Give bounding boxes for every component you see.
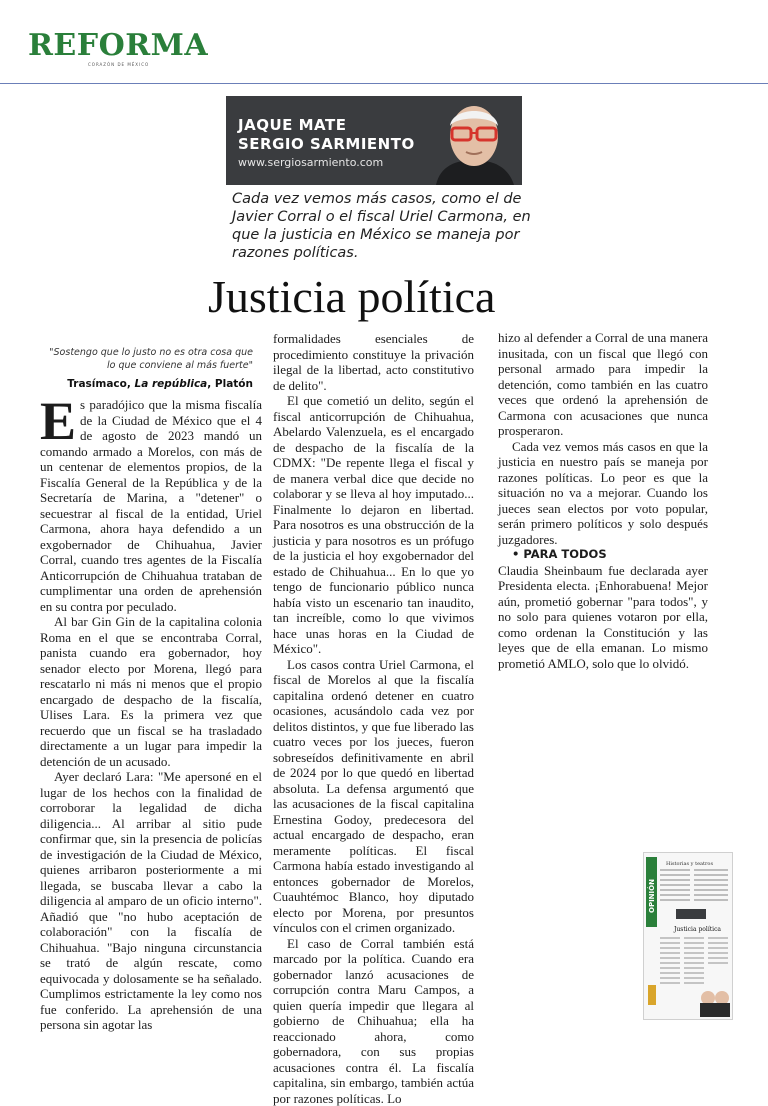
- body-column-2: [273, 331, 474, 1017]
- reforma-logo: REFORMA: [28, 28, 208, 63]
- thumbnail-graphic: [644, 853, 732, 1019]
- thumbnail-top-headline: Historias y teatros: [666, 861, 713, 867]
- article-deck: Cada vez vemos más casos, como el de Javier Corral o el fiscal Uriel Carmona, en que la justicia en México se maneja por razones políticas.: [232, 190, 532, 262]
- thumbnail-section-label: OPINIÓN: [647, 879, 656, 913]
- body-column-1: [40, 397, 262, 1007]
- column-banner: [226, 96, 522, 185]
- epigraph-attribution: [46, 378, 253, 390]
- paragraph: hizo al defender a Corral de una manera inusitada, con un fiscal que llegó con personal armado para impedir la detención, como también en las cuatro veces que ordenó la aprehensión de Carmona con acusaciones que nunca prosperaron.: [498, 330, 708, 439]
- section-subhead: • PARA TODOS: [498, 547, 708, 563]
- epigraph: "Sostengo que lo justo no es otra cosa que lo que conviene al más fuerte": [46, 346, 253, 372]
- article-headline: Justicia política: [208, 271, 495, 323]
- column-website: www.sergiosarmiento.com: [238, 156, 383, 169]
- column-author: SERGIO SARMIENTO: [238, 135, 415, 153]
- paragraph: formalidades esenciales de procedimiento constituye la privación ilegal de la libertad, acto constitutivo de delito".: [273, 331, 474, 393]
- paragraph: Ayer declaró Lara: "Me apersoné en el lugar de los hechos con la finalidad de corroborar la legalidad de dicha diligencia... Al arribar al sitio pude confirmar que, sin la presencia de policías de investigación de la Ciudad de México, quienes arribaron posteriormente a mi llegada, se buscaba llevar a cabo la diligencia al amparo de un oficio interno". Añadió que "no hubo aceptación de colaboración" con la fiscalía de Chihuahua. "Bajo ninguna circunstancia se trató de algún rescate, como equivocada y dolosamente se ha señalado. Cumplimos estrictamente la ley como nos fue conferido. La aprehensión de una persona sin agotar las: [40, 769, 262, 1033]
- attribution-name: Trasímaco,: [67, 378, 134, 390]
- drop-cap: E: [40, 397, 80, 443]
- logo-tagline: CORAZÓN DE MÉXICO: [88, 62, 149, 67]
- paragraph: Cada vez vemos más casos en que la justicia en nuestro país se maneja por razones políticas. Lo peor es que la situación no va a mejorar. Cuando los jueces sean electos por voto popular, serán primero políticos y solo después juzgadores.: [498, 439, 708, 548]
- paragraph: Es paradójico que la misma fiscalía de la Ciudad de México que el 4 de agosto de 2023 mandó un comando armado a Morelos, con más de un centenar de elementos propios, de la Fiscalía General de la República y de la Secretaría de Marina, a "detener" o secuestrar al fiscal de la entidad, Uriel Carmona, ahora haya defendido a un exgobernador de Chihuahua, Javier Corral, cuando tres agentes de la Fiscalía Anticorrupción de Chihuahua trataban de cumplimentar una orden de aprehensión en su contra por peculado.: [40, 397, 262, 614]
- body-column-3: [498, 330, 708, 660]
- paragraph: El que cometió un delito, según el fiscal anticorrupción de Chihuahua, Abelardo Valenzuela, es el encargado de despacho de la fiscalía de la CDMX: "De repente llega el fiscal y de manera verbal dice que decide no colaborar y se lleva al hoy imputado... Finalmente lo dejaron en libertad. Para nosotros es una obstrucción de la justicia y para nosotros es un prófugo de la justicia el hoy exgobernador del estado de Chihuahua... En lo que yo tengo de funcionario público nunca había visto un escenario tan inaudito, tan increíble, como lo que vivimos hace unas horas en la Ciudad de México".: [273, 393, 474, 657]
- attribution-work: La república: [135, 378, 208, 390]
- column-name: JAQUE MATE: [238, 116, 346, 134]
- paragraph: El caso de Corral también está marcado por la política. Cuando era gobernador lanzó acusaciones de corrupción contra Maru Campos, a quien quería impedir que llegara al gobierno de Chihuahua; ella ha reaccionado ahora, como gobernadora, con sus propias acusaciones contra él. La fiscalía capitalina, sin embargo, también actúa por razones políticas. Lo: [273, 936, 474, 1106]
- page-thumbnail: [643, 852, 733, 1020]
- paragraph: Al bar Gin Gin de la capitalina colonia Roma en el que se encontraba Corral, panista cuando era gobernador, hoy senador electo por Morena, llegó para rescatarlo ni más ni menos que el propio encargado de despacho de la fiscalía, Ulises Lara. Es la primera vez que recuerdo que un fiscal se ha trasladado directamente a un lugar para impedir la detención de un acusado.: [40, 614, 262, 769]
- thumbnail-headline: Justicia política: [673, 926, 721, 933]
- paragraph: Claudia Sheinbaum fue declarada ayer Presidenta electa. ¡Enhorabuena! Mejor aún, prometió gobernar "para todos", y no solo para quienes votaron por ella, como ordenan la Constitución y las leyes que de ella emanan. Lo mismo prometió AMLO, solo que lo olvidó.: [498, 563, 708, 672]
- header-rule: [0, 83, 768, 84]
- paragraph: Los casos contra Uriel Carmona, el fiscal de Morelos al que la fiscalía capitalina ordenó detener en cuatro ocasiones, acusándolo cada vez por delitos distintos, y que fue liberado las cuatro veces por los jueces, fueron sobreseídos definitivamente en abril de 2024 por lo que quedó en libertad absoluta. La defensa argumentó que las acusaciones de la fiscal capitalina Ernestina Godoy, predecesora del actual encargado de despacho, eran meramente políticas. El fiscal Carmona había estado investigando al entonces gobernador de Morelos, Cuauhtémoc Blanco, hoy diputado electo por Morena, por presuntos vínculos con el crimen organizado.: [273, 657, 474, 936]
- author-portrait: [426, 96, 522, 185]
- attribution-author: , Platón: [207, 378, 253, 390]
